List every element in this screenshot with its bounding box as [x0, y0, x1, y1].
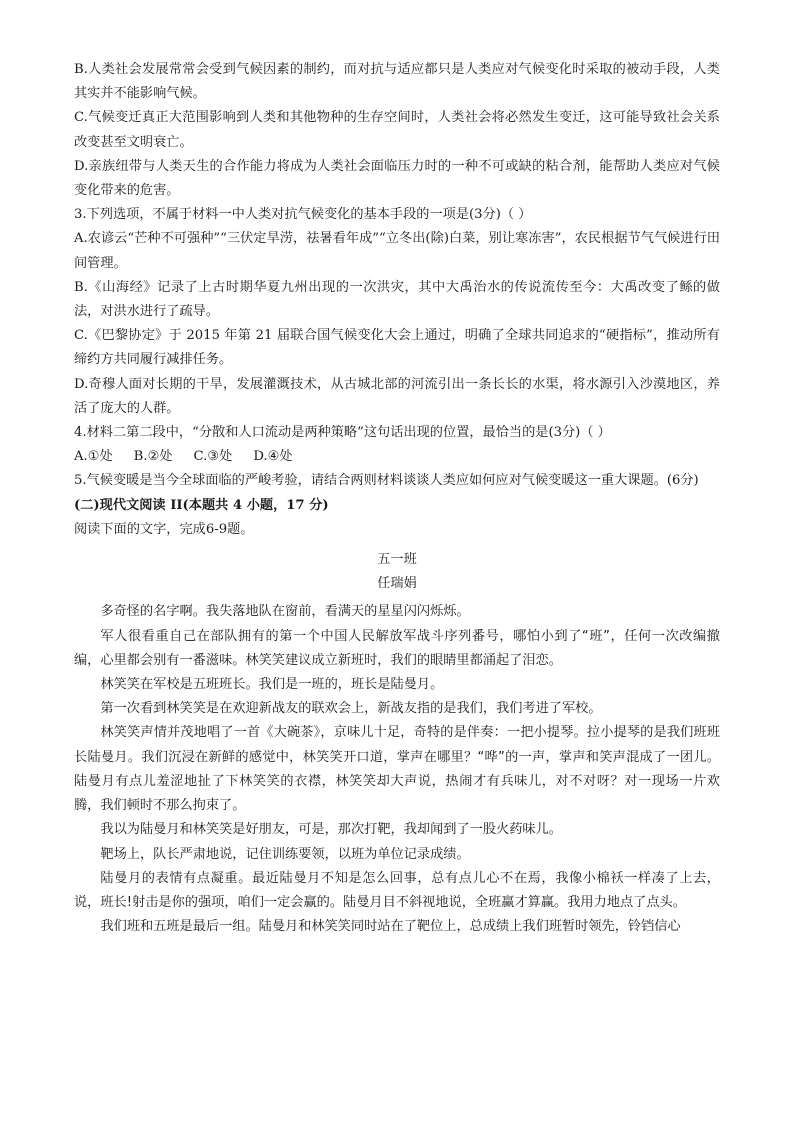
q5-stem: 5.气候变暖是当今全球面临的严峻考验，请结合两则材料谈谈人类应如何应对气候变暖这一重大课题。(6分) — [74, 473, 699, 489]
story-paragraph: 靶场上，队长严肃地说，记住训练要领，以班为单位记录成绩。 — [100, 846, 470, 862]
story-paragraph: 我以为陆曼月和林笑笑是好朋友，可是，那次打靶，我却闻到了一股火药味儿。 — [100, 822, 562, 838]
q2-option-d: D.亲族纽带与人类天生的合作能力将成为人类社会面临压力时的一种不可或缺的粘合剂，能帮助人类应对气候变化带来的危害。 — [74, 158, 720, 199]
q4-stem: 4.材料二第二段中，“分散和人口流动是两种策略”这句话出现的位置，最恰当的是(3分)（ ） — [74, 425, 611, 441]
q3-option-a: A.农谚云“芒种不可强种”“三伏定旱涝，祛暑看年成”“立冬出(除)白菜，别让寒冻害”，农民根据节气气候进行田间管理。 — [74, 231, 720, 271]
story-paragraph: 林笑笑声情并茂地唱了一首《大碗茶》，京味儿十足，奇特的是伴奏：一把小提琴。拉小提琴的是我们班班长陆曼月。我们沉浸在新鲜的感觉中，林笑笑开口道，掌声在哪里？“哗”的一声，掌声和笑声混成了一团儿。陆曼月有点儿羞涩地扯了下林笑笑的衣襟，林笑笑却大声说，热闹才有兵味儿，对不对呀？对一现场一片欢腾，我们顿时不那么拘束了。 — [74, 725, 720, 814]
story-paragraph: 陆曼月的表情有点凝重。最近陆曼月不知是怎么回事，总有点儿心不在焉，我像小棉袄一样凑了上去，说，班长!射击是你的强项，咱们一定会赢的。陆曼月目不斜视地说，全班赢才算赢。我用力地点了点头。 — [74, 870, 720, 910]
page-content — [74, 58, 720, 939]
q3-option-b: B.《山海经》记录了上古时期华夏九州出现的一次洪灾，其中大禹治水的传说流传至今：大禹改变了鲧的做法，对洪水进行了疏导。 — [74, 279, 720, 320]
story-paragraph: 我们班和五班是最后一组。陆曼月和林笑笑同时站在了靶位上，总成绩上我们班暂时领先，铃铛信心 — [100, 919, 681, 935]
section-instruction: 阅读下面的文字，完成6-9题。 — [74, 521, 254, 537]
story-author: 任瑞娟 — [377, 576, 417, 592]
section-heading: (二)现代文阅读 II(本题共 4 小题，17 分) — [74, 497, 329, 513]
q2-option-b: B.人类社会发展常常会受到气候因素的制约，而对抗与适应都只是人类应对气候变化时采取的被动手段，人类其实并不能影响气候。 — [74, 62, 720, 102]
q3-option-d: D.奇穆人面对长期的干旱，发展灌溉技术，从古城北部的河流引出一条长长的水渠，将水源引入沙漠地区，养活了庞大的人群。 — [74, 376, 720, 416]
story-paragraph: 第一次看到林笑笑是在欢迎新战友的联欢会上，新战友指的是我们，我们考进了军校。 — [100, 701, 602, 717]
q4-options: A.①处 B.②处 C.③处 D.④处 — [74, 449, 293, 465]
q3-option-c: C.《巴黎协定》于 2015 年第 21 届联合国气候变化大会上通过，明确了全球共同追求的“硬指标”，推动所有缔约方共同履行减排任务。 — [74, 328, 720, 368]
story-paragraph: 多奇怪的名字啊。我失落地队在窗前，看满天的星星闪闪烁烁。 — [100, 604, 470, 620]
story-paragraph: 军人很看重自己在部队拥有的第一个中国人民解放军战斗序列番号，哪怕小到了“班”，任何一次改编撤编，心里都会别有一番滋味。林笑笑建议成立新班时，我们的眼睛里都涌起了泪恋。 — [74, 628, 720, 668]
story-title: 五一班 — [377, 552, 417, 568]
story-paragraph: 林笑笑在军校是五班班长。我们是一班的，班长是陆曼月。 — [100, 677, 444, 693]
q2-option-c: C.气候变迁真正大范围影响到人类和其他物种的生存空间时，人类社会将必然发生变迁，这可能导致社会关系改变甚至文明衰亡。 — [74, 110, 720, 150]
q3-stem: 3.下列选项，不属于材料一中人类对抗气候变化的基本手段的一项是(3分)（ ） — [74, 207, 532, 223]
